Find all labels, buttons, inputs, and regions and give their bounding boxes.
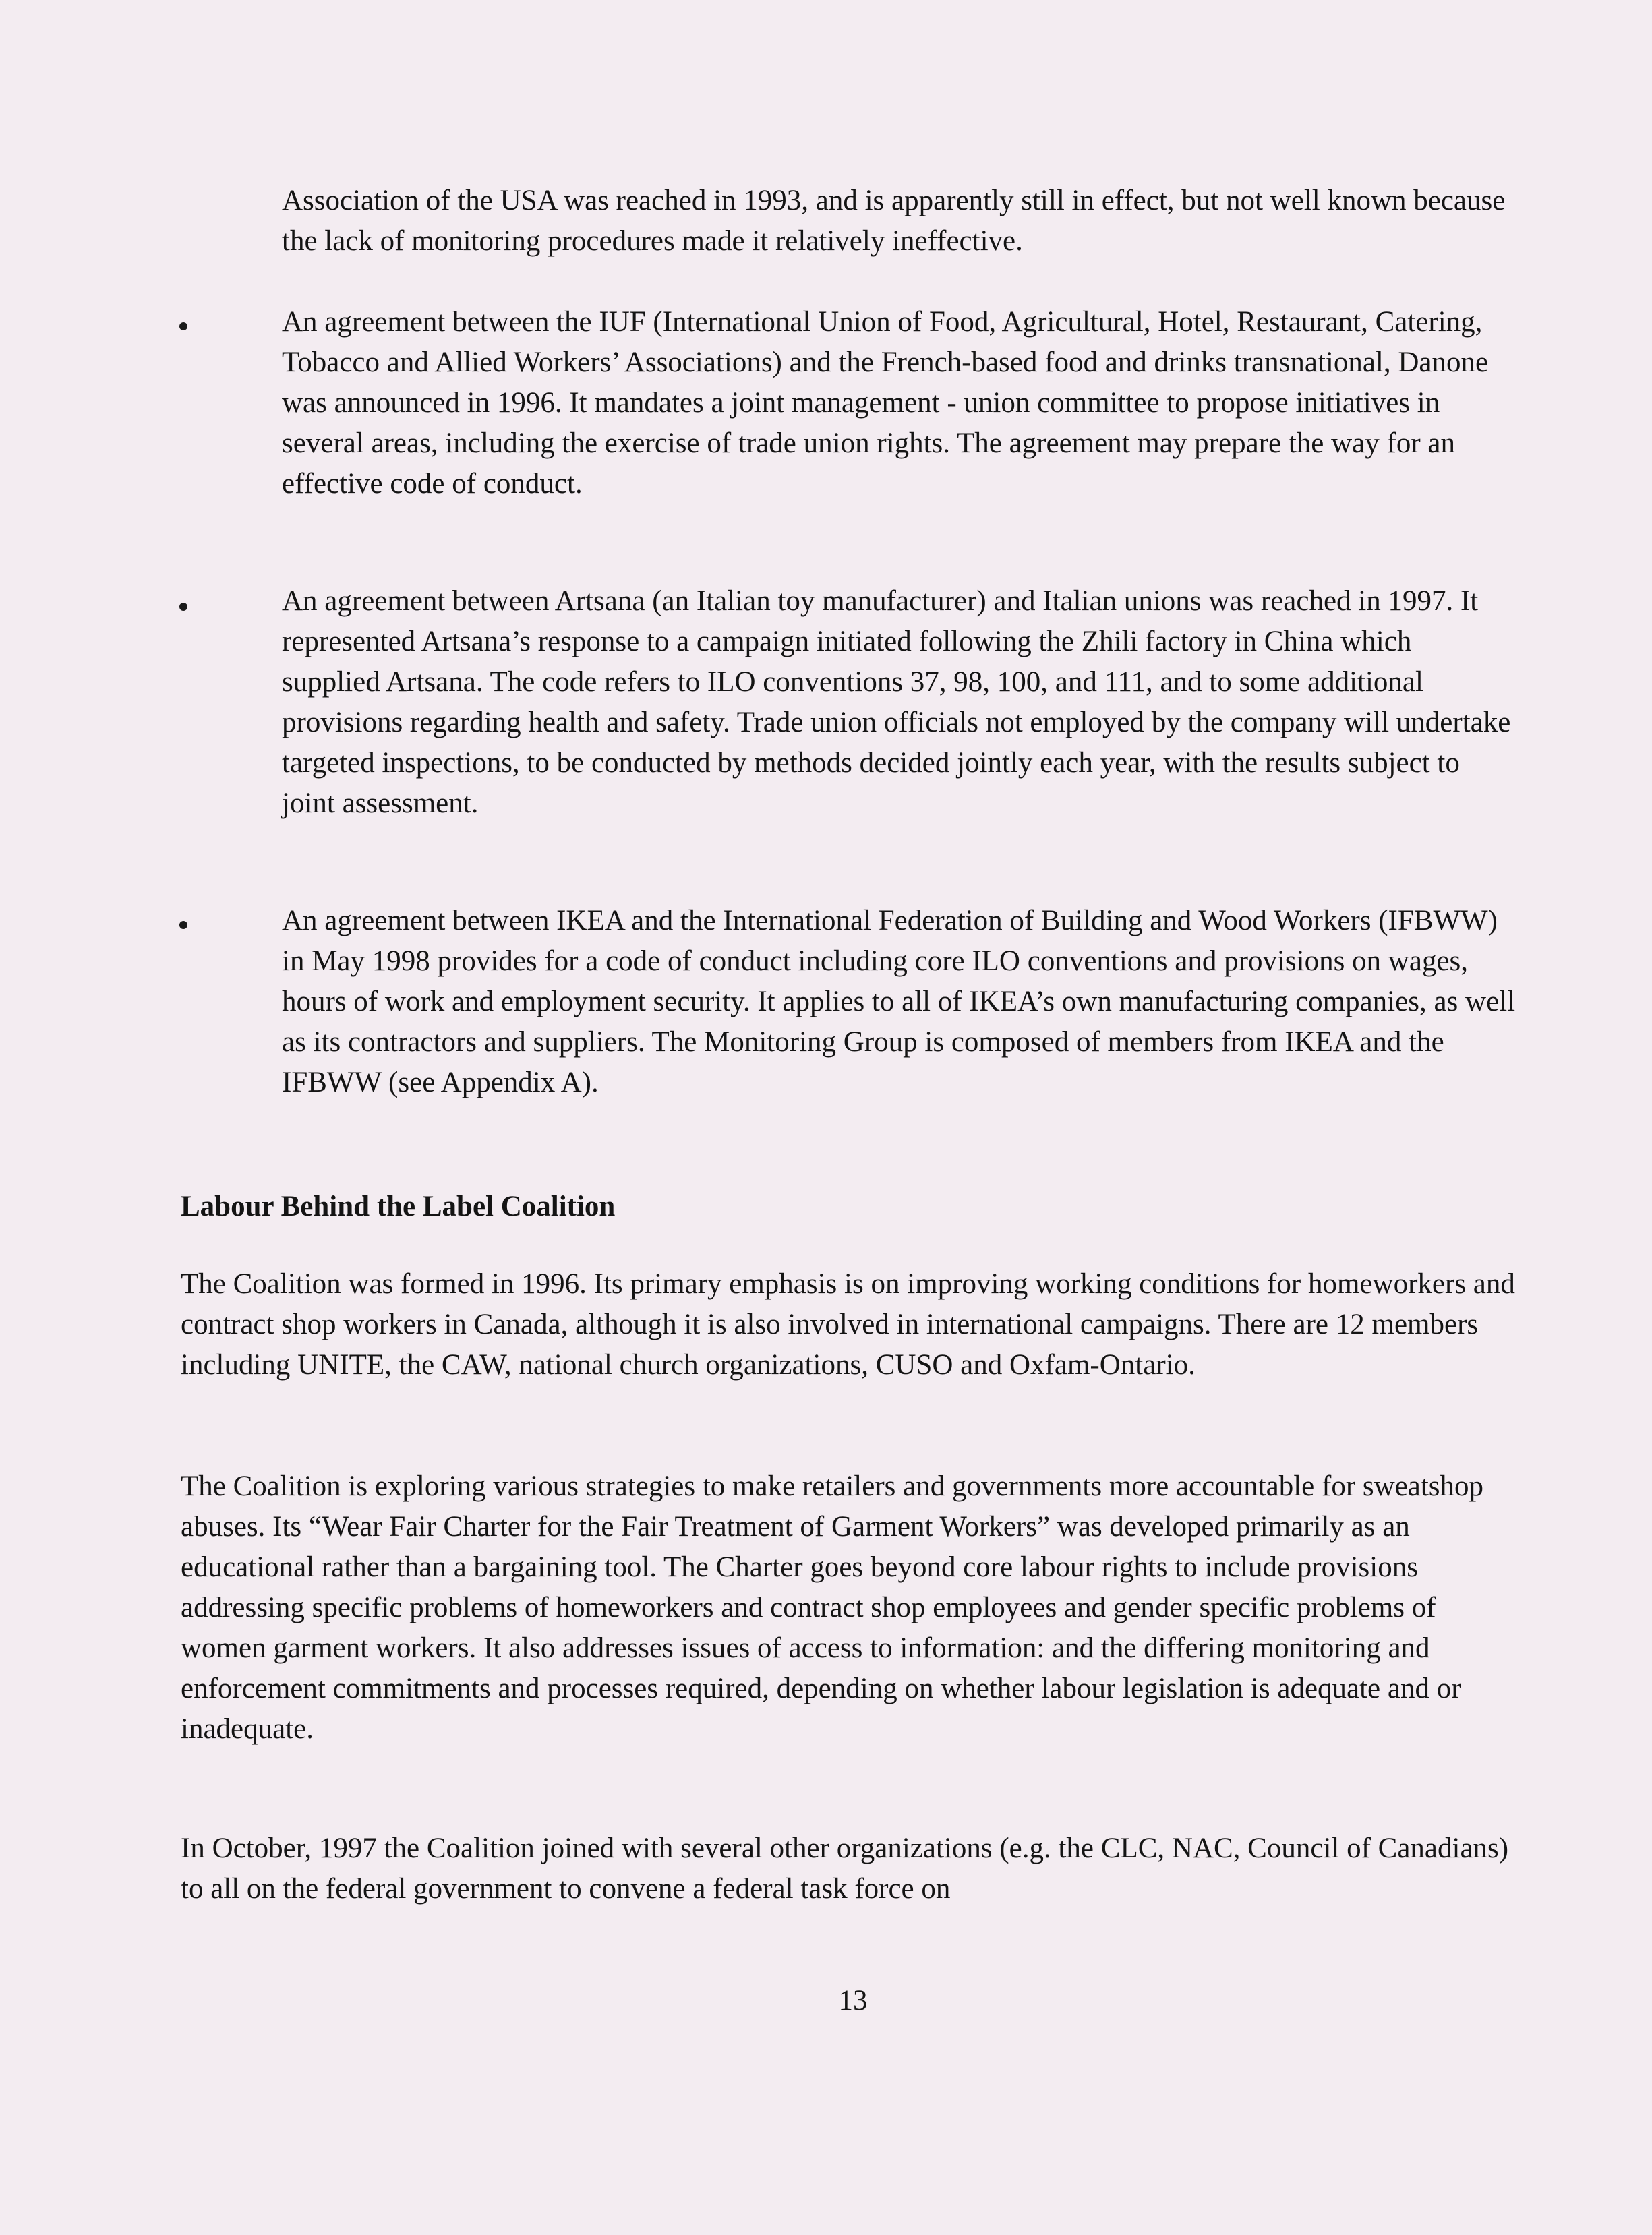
- bullet-icon: [177, 318, 193, 334]
- paragraph: The Coalition is exploring various strategies to make retailers and governments more accountable for sweatshop abuses. Its “Wear Fair Charter for the Fair Treatment of Garment Workers” was developed primarily as an educational rather than a bargaining tool. The Charter goes beyond core labour rights to include provisions addressing specific problems of homeworkers and contract shop employees and gender specific problems of women garment workers. It also addresses issues of access to information: and the differing monitoring and enforcement commitments and processes required, depending on whether labour legislation is adequate and or inadequate.: [181, 1470, 1484, 1745]
- bullet-icon: [177, 917, 193, 933]
- bullet-item-danone: An agreement between the IUF (International Union of Food, Agricultural, Hotel, Restaurant, Catering, Tobacco and Allied Workers’ Associations) and the French-based food and drinks transnational, Danone was announced in 1996. It mandates a joint management - union committee to propose initiatives in several areas, including the exercise of trade union rights. The agreement may prepare the way for an effective code of conduct.: [282, 306, 1489, 500]
- intro-paragraph: Association of the USA was reached in 1993, and is apparently still in effect, but not well known because the lack of monitoring procedures made it relatively ineffective.: [282, 185, 1506, 257]
- bullet-icon: [177, 599, 193, 615]
- section-heading: Labour Behind the Label Coalition: [181, 1191, 616, 1222]
- page-number: 13: [838, 1985, 868, 2017]
- bullet-item-artsana: An agreement between Artsana (an Italian toy manufacturer) and Italian unions was reached in 1997. It represented Artsana’s response to a campaign initiated following the Zhili factory in China which supplied Artsana. The code refers to ILO conventions 37, 98, 100, and 111, and to some additional provisions regarding health and safety. Trade union officials not employed by the company will undertake targeted inspections, to be conducted by methods decided jointly each year, with the results subject to joint assessment.: [282, 585, 1511, 819]
- paragraph: The Coalition was formed in 1996. Its primary emphasis is on improving working conditions for homeworkers and contract shop workers in Canada, although it is also involved in international campaigns. There are 12 members including UNITE, the CAW, national church organizations, CUSO and Oxfam-Ontario.: [181, 1268, 1515, 1381]
- bullet-item-ikea: An agreement between IKEA and the International Federation of Building and Wood Workers (IFBWW) in May 1998 provides for a code of conduct including core ILO conventions and provisions on wages, hours of work and employment security. It applies to all of IKEA’s own manufacturing companies, as well as its contractors and suppliers. The Monitoring Group is composed of members from IKEA and the IFBWW (see Appendix A).: [282, 905, 1516, 1098]
- paragraph: In October, 1997 the Coalition joined with several other organizations (e.g. the CLC, NAC, Council of Canadians) to all on the federal government to convene a federal task force on: [181, 1832, 1509, 1905]
